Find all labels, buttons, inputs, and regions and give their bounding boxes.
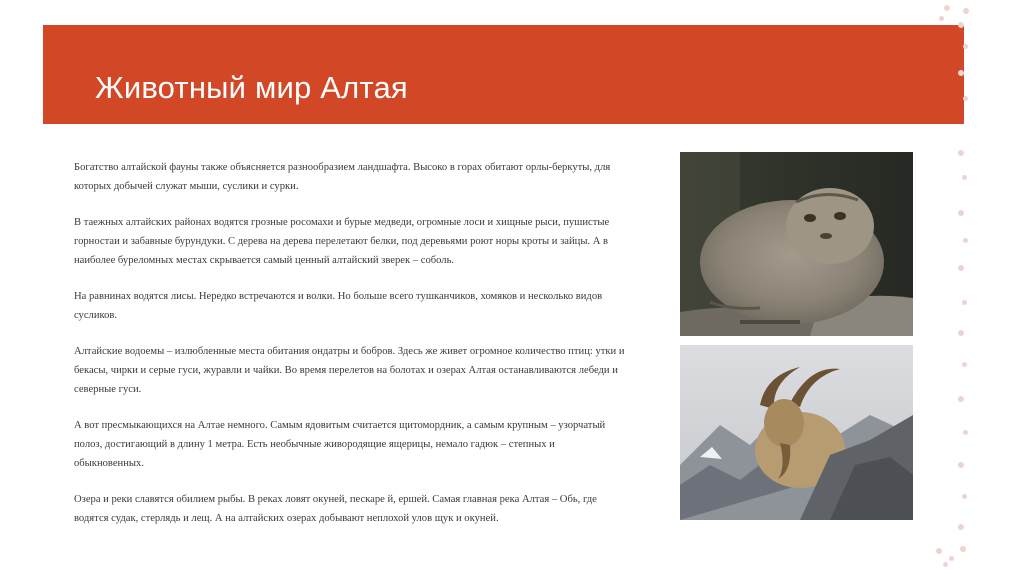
paragraph-reptiles: А вот пресмыкающихся на Алтае немного. Самым ядовитым считается щитомордник, а самым крупным – узорчатый полоз, достигающий в длину 1 метра. Есть необычные живородящие ящерицы, немало гадюк – степных и обыкновенных.	[74, 420, 606, 469]
paragraph-plains: На равнинах водятся лисы. Нередко встречаются и волки. Но больше всего тушканчиков, хомяков и несколько видов сусликов.	[74, 291, 603, 321]
paragraph-fish: Озера и реки славятся обилием рыбы. В реках ловят окуней, пескаре й, ершей. Самая главная река Алтая – Обь, где водятся судак, стерлядь и лещ. А на алтайских озерах добывают неплохой улов щук и окуней.	[74, 494, 597, 524]
paragraph-taiga: В таежных алтайских районах водятся грозные росомахи и бурые медведи, огромные лоси и хищные рыси, пушистые горностаи и забавные бурундуки. С дерева на дерева перелетают белки, под деревьями роют норы кроты и зайцы. А в наиболее буреломных местах скрывается самый ценный алтайский зверек – соболь.	[74, 217, 610, 266]
manul-photo	[680, 152, 913, 336]
paragraph-fauna: Богатство алтайской фауны также объясняется разнообразием ландшафта. Высоко в горах обитают орлы-беркуты, для которых добычей служат мыши, суслики и сурки.	[74, 162, 611, 192]
slide-body	[74, 158, 626, 545]
slide-title: Животный мир Алтая	[95, 70, 408, 105]
ibex-photo	[680, 345, 913, 520]
paragraph-waters: Алтайские водоемы – излюбленные места обитания ондатры и бобров. Здесь же живет огромное количество птиц: утки и бекасы, чирки и серые гуси, журавли и чайки. Во время перелетов на болотах и озерах Алтая останавливаются лебеди и северные гуси.	[74, 346, 625, 395]
